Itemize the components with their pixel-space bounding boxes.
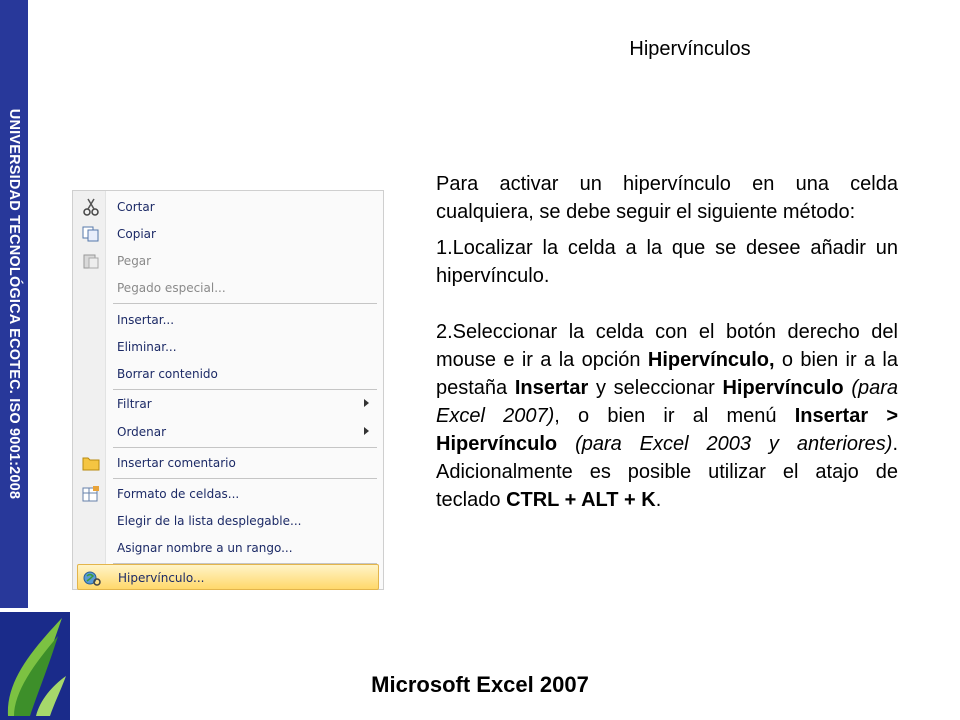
menu-item-pegado-especial[interactable] <box>77 275 379 301</box>
step-2-text: y seleccionar <box>588 377 723 399</box>
submenu-arrow-icon <box>364 399 369 407</box>
menu-item-label: Hipervínculo... <box>118 571 205 585</box>
menu-item-label: Pegado especial... <box>117 281 226 295</box>
format-cells-icon <box>81 485 101 503</box>
menu-item-formato-celdas[interactable] <box>77 481 379 507</box>
menu-item-eliminar[interactable] <box>77 334 379 360</box>
step-2-italic: (para Excel 2007) <box>436 377 899 427</box>
step-2-paragraph <box>436 318 898 514</box>
menu-item-label: Borrar contenido <box>117 367 218 381</box>
menu-separator <box>113 478 377 479</box>
context-menu <box>72 190 384 590</box>
menu-item-label: Asignar nombre a un rango... <box>117 541 293 555</box>
menu-item-label: Formato de celdas... <box>117 487 240 501</box>
ecotec-leaf-logo-icon <box>0 612 70 720</box>
university-sidebar <box>0 0 28 608</box>
menu-item-borrar-contenido[interactable] <box>77 361 379 387</box>
menu-item-pegar[interactable] <box>77 248 379 274</box>
footer-caption: Microsoft Excel 2007 <box>371 672 589 697</box>
menu-item-label: Copiar <box>117 227 156 241</box>
menu-item-asignar-nombre[interactable] <box>77 535 379 561</box>
page-title: Hipervínculos <box>629 38 751 60</box>
menu-item-label: Ordenar <box>117 425 167 439</box>
menu-item-label: Elegir de la lista desplegable... <box>117 514 302 528</box>
sidebar-text: UNIVERSIDAD TECNOLÓGICA ECOTEC. ISO 9001:2008 <box>6 108 22 500</box>
comment-icon <box>81 454 101 472</box>
menu-item-label: Pegar <box>117 254 152 268</box>
menu-item-label: Eliminar... <box>117 340 177 354</box>
step-2-italic: (para Excel 2003 y anteriores) <box>557 433 893 455</box>
menu-item-elegir-lista[interactable] <box>77 508 379 534</box>
step-2-text: , o bien ir al menú <box>554 405 795 427</box>
step-2-bold: Hipervínculo, <box>647 349 775 371</box>
intro-paragraph: Para activar un hipervínculo en una celda cualquiera, se debe seguir el siguiente método: <box>436 173 898 223</box>
step-2-bold: Insertar <box>514 377 589 399</box>
submenu-arrow-icon <box>364 427 369 435</box>
copy-icon <box>81 225 101 243</box>
step-2-bold: CTRL + ALT + K <box>506 489 656 511</box>
step-2-text: 2.Seleccionar la celda con el botón derecho del mouse e ir a la opción <box>436 321 898 371</box>
menu-separator <box>113 389 377 390</box>
menu-item-label: Cortar <box>117 200 155 214</box>
step-2-text: . Adicionalmente es posible utilizar el atajo de teclado <box>436 433 898 511</box>
menu-item-label: Insertar... <box>117 313 175 327</box>
step-1-paragraph: 1.Localizar la celda a la que se desee añadir un hipervínculo. <box>436 237 898 287</box>
menu-item-hipervinculo[interactable] <box>77 564 379 590</box>
menu-item-filtrar[interactable] <box>77 391 379 417</box>
hyperlink-icon <box>82 569 102 587</box>
menu-item-label: Insertar comentario <box>117 456 236 470</box>
menu-separator <box>113 447 377 448</box>
menu-item-ordenar[interactable] <box>77 419 379 445</box>
menu-item-cortar[interactable] <box>77 194 379 220</box>
step-2-bold: Hipervínculo <box>722 377 844 399</box>
menu-item-copiar[interactable] <box>77 221 379 247</box>
menu-separator <box>113 303 377 304</box>
paste-icon <box>81 252 101 270</box>
step-2-bold: Insertar > Hipervínculo <box>436 405 899 455</box>
instructions-text <box>436 170 898 522</box>
scissors-icon <box>81 198 101 216</box>
step-2-text: o bien ir a la pestaña <box>436 349 898 399</box>
menu-item-label: Filtrar <box>117 397 152 411</box>
step-2-text: . <box>655 489 662 511</box>
menu-item-insertar[interactable] <box>77 307 379 333</box>
menu-item-insertar-comentario[interactable] <box>77 450 379 476</box>
